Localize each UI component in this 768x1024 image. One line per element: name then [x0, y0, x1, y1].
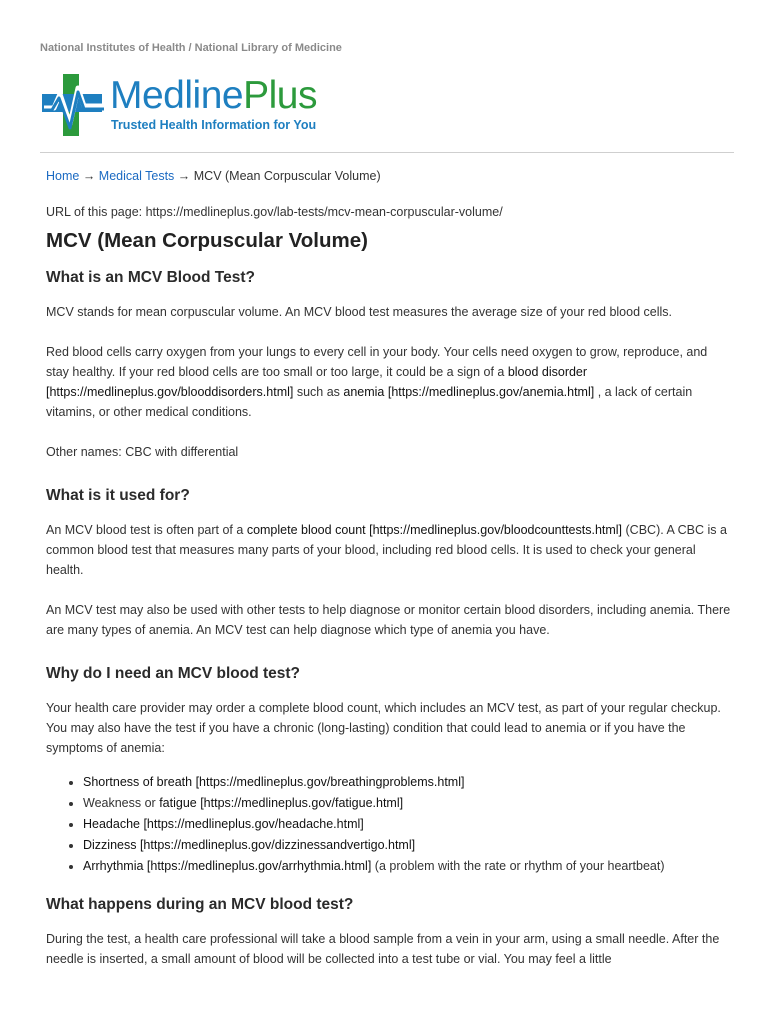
paragraph: Your health care provider may order a complete blood count, which includes an MCV test, as part of your regular checkup. You may also have the test if you have a chronic (long-lasting) condition that could lead to anemia or if you have the symptoms of anemia:	[46, 701, 721, 755]
section-heading-during: What happens during an MCV blood test?	[46, 896, 354, 913]
breadcrumb-home-link[interactable]: Home	[46, 169, 80, 183]
list-item	[83, 793, 732, 814]
text: , a lack of certain vitamins, or other medical conditions.	[46, 385, 693, 419]
paragraph: MCV stands for mean corpuscular volume. An MCV blood test measures the average size of your red blood cells.	[46, 305, 672, 319]
symptoms-list	[46, 772, 732, 877]
list-item	[83, 856, 732, 877]
headache-link[interactable]: Headache [https://medlineplus.gov/headache.html]	[83, 817, 364, 831]
nih-nlm-header-text[interactable]: National Institutes of Health / National Library of Medicine	[40, 42, 342, 54]
paragraph: During the test, a health care professional will take a blood sample from a vein in your arm, using a small needle. After the needle is inserted, a small amount of blood will be collected into a test tube or vial. You may feel a little	[46, 932, 720, 966]
blood-disorder-link[interactable]: blood disorder [https://medlineplus.gov/blooddisorders.html]	[46, 365, 588, 399]
section-heading-what-is: What is an MCV Blood Test?	[46, 269, 255, 286]
arrhythmia-link[interactable]: Arrhythmia [https://medlineplus.gov/arrhythmia.html]	[83, 859, 372, 873]
other-names: Other names: CBC with differential	[46, 445, 239, 459]
fatigue-link[interactable]: fatigue [https://medlineplus.gov/fatigue.html]	[159, 796, 404, 810]
text: An MCV blood test is often part of a	[46, 523, 247, 537]
text: such as	[293, 385, 344, 399]
text: Red blood cells carry oxygen from your lungs to every cell in your body. Your cells need oxygen to grow, reproduce, and stay healthy. If your red blood cells are too small or too large, it could be a sign of a	[46, 345, 708, 379]
paragraph: An MCV test may also be used with other tests to help diagnose or monitor certain blood disorders, including anemia. There are many types of anemia. An MCV test can help diagnose which type of anemia you have.	[46, 603, 731, 637]
header-divider	[40, 152, 734, 153]
main-content	[46, 166, 732, 989]
breadcrumb-current: MCV (Mean Corpuscular Volume)	[193, 169, 381, 183]
medlineplus-logo[interactable]	[40, 72, 360, 142]
logo-brand-accent: Plus	[243, 74, 317, 117]
dizziness-link[interactable]: Dizziness [https://medlineplus.gov/dizzinessandvertigo.html]	[83, 838, 416, 852]
section-heading-why-need: Why do I need an MCV blood test?	[46, 665, 301, 682]
logo-tagline: Trusted Health Information for You	[111, 118, 317, 132]
paragraph	[46, 342, 732, 422]
breadcrumb-separator: →	[79, 169, 99, 183]
list-item	[83, 814, 732, 835]
breadcrumb-medical-tests-link[interactable]: Medical Tests	[98, 169, 175, 183]
text: (a problem with the rate or rhythm of your heartbeat)	[371, 859, 665, 873]
logo-brand-main: Medline	[110, 74, 244, 117]
text: (CBC). A CBC is a common blood test that measures many parts of your blood, including red blood cells. It is used to check your general health.	[46, 523, 727, 577]
shortness-of-breath-link[interactable]: Shortness of breath [https://medlineplus.gov/breathingproblems.html]	[83, 775, 465, 789]
paragraph	[46, 520, 732, 580]
page-title: MCV (Mean Corpuscular Volume)	[46, 229, 368, 252]
page-url-text: URL of this page: https://medlineplus.gov/lab-tests/mcv-mean-corpuscular-volume/	[46, 205, 503, 219]
anemia-link[interactable]: anemia [https://medlineplus.gov/anemia.html]	[343, 385, 595, 399]
text: Weakness or	[83, 796, 160, 810]
list-item	[83, 835, 732, 856]
section-heading-used-for: What is it used for?	[46, 487, 190, 504]
logo-brand-name	[110, 74, 317, 118]
list-item	[83, 772, 732, 793]
breadcrumb-separator: →	[174, 169, 194, 183]
complete-blood-count-link[interactable]: complete blood count [https://medlineplus.gov/bloodcounttests.html]	[246, 523, 623, 537]
breadcrumb	[46, 166, 732, 186]
